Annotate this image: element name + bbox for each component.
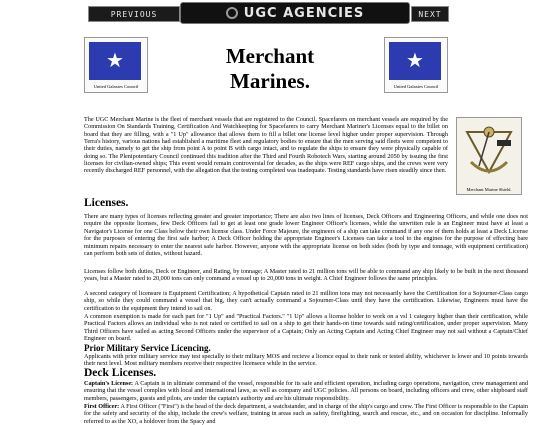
merchant-marine-shield — [456, 117, 522, 195]
captain-license-text: A Captain is in ultimate command of the vessel, responsible for its safe and efficient operation, including cargo operations, navigation, crew management and ensuring that the vessel complies with local and international laws, as well as company and UGC policies. All persons on board, including officers and crew, other shipboard staff members, passengers, guests and pilots, are under the captain's authority and are his ultimate responsibility. — [84, 380, 528, 402]
licenses-paragraph-4: A common exemption is made for each part for "1 Up" and "Practical Factors." "1 Up" allows a license holder to work on a vsl 1 category higher than their certification, while Practical Factors allows an individual who is not rated or certified to sail on a ship to get their hands-on time towards said rating/certification, under proper supervision. Many Third Officers have sailed as acting Second Officers under the supervisor of a Captain; Only an Acting Captain and Acting Chief Engineer may not sail without a Captain/Chief Engineer on board. — [84, 313, 528, 343]
ugc-emblem-left — [84, 37, 148, 93]
shield-caption: Merchant Marine Shield. — [466, 187, 512, 192]
captain-license-paragraph — [84, 380, 528, 402]
brand-title: UGC AGENCIES — [243, 5, 365, 21]
sextant-icon — [457, 118, 521, 182]
previous-button-label: PREVIOUS — [110, 9, 158, 19]
emblem-left-caption: United Galaxies Council — [93, 84, 139, 89]
prior-service-paragraph: Applicants with prior military service may test specially to their military MOS and recieve a licence equal to their rank or tested ability, whichever is lower and 10 points towards their next level. Most military members receive their respective licensece while in the service. — [84, 353, 528, 368]
ugc-emblem-right — [384, 37, 448, 93]
prior-service-heading: Prior Military Service Licencing. — [84, 343, 211, 353]
first-officer-text: A First Officer ("First") is the head of the deck department, a watchstander, and in charge of the ship's cargo and crew. The First Officer is responsible to the Captain for the safety and security of the ship, include the crew's welfare, training in areas such as safety, firefighting, search and rescue, etc., and on occasion for discipline. Informally referred to as the XO, a holdover from the Spacy and — [84, 403, 528, 425]
next-button-label: NEXT — [418, 9, 442, 19]
ugc-globe-icon — [226, 7, 238, 19]
licenses-paragraph-2: Licenses follow both duties, Deck or Engineer, and Rating, by tonnage; A Master rated to 21 million tons will be able to command any ship likely to be built in the next thousand years, but a Master rated to 20,000 tons can only command a vessel up to 20,000 tons in weight. A Chief Engineer follows the same principles. — [84, 268, 528, 283]
first-officer-term: First Officer: — [84, 403, 120, 410]
deck-licenses-heading: Deck Licenses. — [84, 367, 157, 379]
previous-button[interactable] — [88, 6, 180, 22]
licenses-paragraph-1: There are many types of licenses reflecting greater and greater importance; There are also two lines of licenses, Deck Officers and Engineering Officers, and while one does not require the opposite licenses, few Deck Officers fail to get at least one grade lower Engineer Officer's licenses, while the unwritten rule is an Engineer must have at least a Navigator's License for one Class below their own license class. Under Force Majeure, the engineers of a ship can take command if any one of them holds at least a Deck License for the purposes of entering the first safe harbor; A Deck Officer holding the appropriate Engineer's Licenses can take a tool to the engines for the purpose of effecting bare minimum repairs necessary to enter the nearest safe harbor. However, anyone with the appropriate license on both sides (both by type and tonnage, with equipment certification) can perform both sets of duties, without hazard. — [84, 213, 528, 258]
blue-star-flag-icon: ★ — [389, 42, 441, 80]
emblem-right-caption: United Galaxies Council — [393, 84, 439, 89]
top-navigation-bar — [0, 0, 540, 22]
page-title: Merchant Marines. — [225, 44, 315, 93]
ugc-agencies-banner[interactable] — [180, 2, 410, 24]
intro-paragraph: The UGC Merchant Marine is the fleet of merchant vessels that are registered to the Council. Spacefarers on merchant vessels are required by the Commission On Standards Training, Certification And Watchkeeping for Spacefarers to carry Merchant Mariner's Licenses equal to the billet on board that they are filling, with a "1 Up" allowance that allows them to fill a billet one license level higher under proper supervision. Through Terra's history, various nations had established a maritime fleet and regulatory bodies to ensure that the men serving said fleets were competent to their duties, namely to get the ship from point A to point B with cargo intact, and to regulate the ships to ensure they were physically capable of doing so. The Plenipotentiary Council continued this tradition after the Third and Fourth Robotech Wars, starting around 2050 by issuing the first licenses for civilian-owned ships; This event would remain controversial for decades, as the ships were REF cargo ships, and the crews were very recently discharged REF personnel, with the allegation that the testing completed was inadequate. Testing standards have risen steadily since then. — [84, 116, 448, 175]
next-button[interactable] — [411, 6, 449, 22]
licenses-paragraph-3: A second category of licensure is Equipment Certification; A hypothetical Captain rated to 21 million tons may not necessarily have the Certification for a Sojourner-Class cargo ship, so while they could command a vessel that big, they can't actually command a Sojourner-Class until they have the certification. Likewise, Engineers must have the certification to the equipment they intend to sail on. — [84, 290, 528, 312]
captain-license-term: Captain's License: — [84, 380, 134, 387]
blue-star-flag-icon: ★ — [89, 42, 141, 80]
licenses-heading: Licenses. — [84, 197, 129, 209]
first-officer-paragraph — [84, 403, 528, 425]
